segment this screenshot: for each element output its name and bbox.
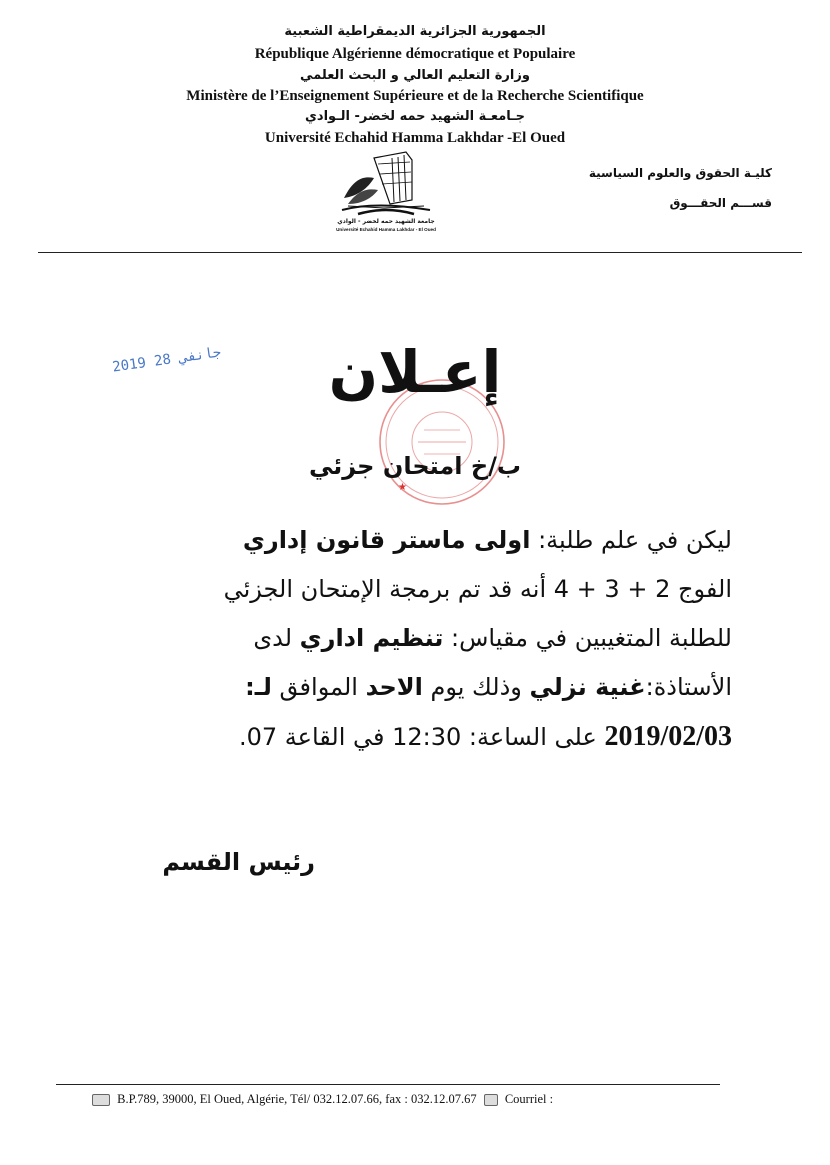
notice-line-3 xyxy=(92,614,732,663)
faculty-name: كليـة الحقوق والعلوم السياسية xyxy=(588,166,772,180)
footer-divider xyxy=(56,1084,720,1085)
header-line-fr-3: Université Echahid Hamma Lakhdar -El Oued xyxy=(264,130,566,146)
notice-line-3-end: لدى xyxy=(253,624,300,652)
header-line-fr-1: République Algérienne démocratique et Populaire xyxy=(254,46,576,62)
svg-text:★: ★ xyxy=(398,482,407,493)
notice-line-2: الفوج 2 + 3 + 4 أنه قد تم برمجة الإمتحان الجزئي xyxy=(223,575,732,603)
received-date-stamp: 2019 جانفي 28 xyxy=(111,344,223,376)
department-head-signature: رئيس القسم xyxy=(162,848,315,876)
notice-subtitle: ب/خ امتحان جزئي xyxy=(308,452,522,480)
notice-line-4-text-2: الموافق xyxy=(271,673,366,701)
notice-time-room: على الساعة: 12:30 في القاعة 07. xyxy=(238,723,605,751)
notice-line-3-text: للطلبة المتغيبين في مقياس: xyxy=(443,624,732,652)
header-line-ar-1: الجمهورية الجزائرية الديمقراطية الشعبية xyxy=(284,24,546,39)
header-line-ar-2: وزارة التعليم العالي و البحث العلمي xyxy=(300,68,530,83)
mailbox-icon xyxy=(92,1094,110,1106)
notice-date: 2019/02/03 xyxy=(604,721,732,752)
email-icon xyxy=(484,1094,498,1106)
notice-day: الاحد xyxy=(365,673,423,701)
header-divider xyxy=(38,252,802,253)
footer-courriel: Courriel : xyxy=(504,1092,554,1106)
notice-line-1 xyxy=(92,516,732,565)
notice-line-4-text: وذلك يوم xyxy=(422,673,530,701)
notice-program: اولى ماستر قانون إداري xyxy=(242,526,531,554)
university-logo xyxy=(334,148,438,238)
notice-line-4 xyxy=(92,663,732,712)
footer xyxy=(88,1092,553,1107)
notice-line-1-text: ليكن في علم طلبة: xyxy=(530,526,732,554)
notice-line-4-end: لـ: xyxy=(245,673,272,701)
notice-subject: تنظيم اداري xyxy=(299,624,444,652)
notice-line-4-label: الأستاذة: xyxy=(645,673,732,701)
notice-body xyxy=(92,516,732,712)
notice-line-5 xyxy=(92,712,732,762)
header-line-fr-2: Ministère de l’Enseignement Supérieure et de la Recherche Scientifique xyxy=(186,88,644,104)
department-name: قســـم الحقـــوق xyxy=(669,196,772,210)
notice-title: إعـلان xyxy=(328,338,502,406)
logo-caption-ar: جامعة الشهيد حمه لخضر - الوادي xyxy=(337,218,435,225)
notice-teacher: غنية نزلي xyxy=(529,673,646,701)
header-line-ar-3: جـامعـة الشهيد حمه لخضر- الـوادي xyxy=(305,109,525,124)
footer-address: B.P.789, 39000, El Oued, Algérie, Tél/ 032.12.07.66, fax : 032.12.07.67 xyxy=(117,1092,477,1106)
logo-caption-fr: Université Echahid Hamma Lakhdar - El Oued xyxy=(336,227,436,232)
